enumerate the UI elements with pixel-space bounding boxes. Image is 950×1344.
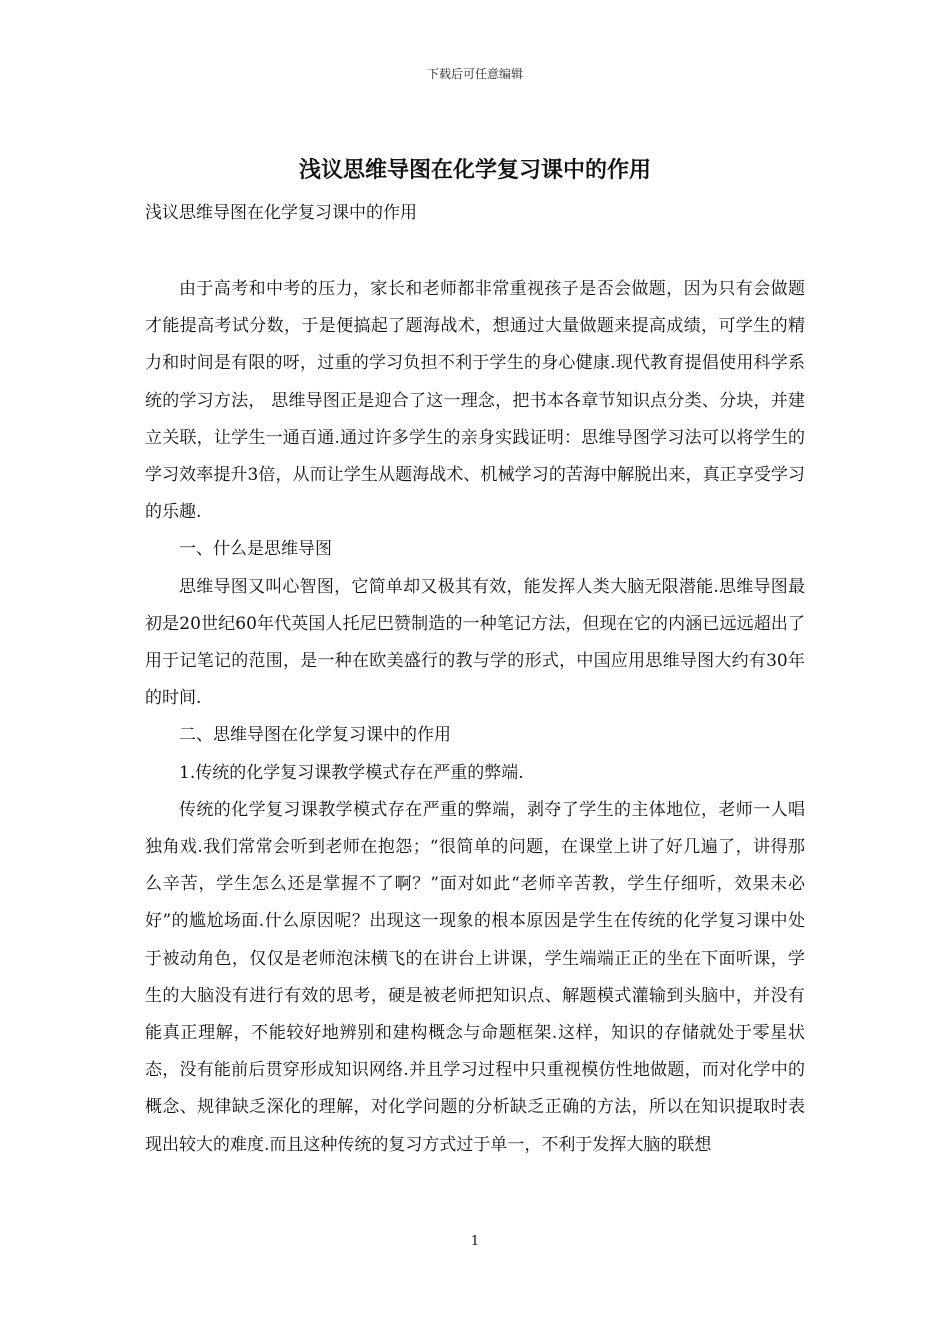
paragraph-intro: 由于高考和中考的压力，家长和老师都非常重视孩子是否会做题，因为只有会做题才能提高考试分数，于是便搞起了题海战术，想通过大量做题来提高成绩，可学生的精力和时间是有限的呀，过重的学习负担不利于学生的身心健康.现代教育提倡使用科学系统的学习方法， 思维导图正是迎合了这一理念，把书本各章节知识点分类、分块，并建立关联，让学生一通百通.通过许多学生的亲身实践证明：思维导图学习法可以将学生的学习效率提升3倍，从而让学生从题海战术、机械学习的苦海中解脱出来，真正享受学习的乐趣.: [145, 279, 805, 523]
document-title: 浅议思维导图在化学复习课中的作用: [298, 157, 651, 183]
document-subtitle: 浅议思维导图在化学复习课中的作用: [145, 203, 417, 223]
section-heading-1: 一、什么是思维导图: [179, 539, 332, 560]
section-heading-2: 二、思维导图在化学复习课中的作用: [179, 725, 451, 746]
page-header-note: 下载后可任意编辑: [426, 67, 523, 81]
paragraph-traditional-review: 传统的化学复习课教学模式存在严重的弊端，剥夺了学生的主体地位，老师一人唱独角戏.我们常常会听到老师在抱怨；“很简单的问题，在课堂上讲了好几遍了，讲得那么辛苦，学生怎么还是掌握不了啊？”面对如此“老师辛苦教，学生仔细听，效果未必好”的尴尬场面.什么原因呢？出现这一现象的根本原因是学生在传统的化学复习课中处于被动角色，仅仅是老师泡沫横飞的在讲台上讲课，学生端端正正的坐在下面听课，学生的大脑没有进行有效的思考，硬是被老师把知识点、解题模式灌输到头脑中，并没有能真正理解，不能较好地辨别和建构概念与命题框架.这样，知识的存储就处于零星状态，没有能前后贯穿形成知识网络.并且学习过程中只重视模仿性地做题，而对化学中的概念、规律缺乏深化的理解，对化学问题的分析缺乏正确的方法，所以在知识提取时表现出较大的难度.而且这种传统的复习方式过于单一，不利于发挥大脑的联想: [145, 799, 805, 1155]
paragraph-definition: 思维导图又叫心智图，它简单却又极其有效，能发挥人类大脑无限潜能.思维导图最初是20世纪60年代英国人托尼巴赞制造的一种笔记方法，但现在它的内涵已远远超出了用于记笔记的范围，是一种在欧美盛行的教与学的形式，中国应用思维导图大约有30年的时间.: [145, 576, 805, 709]
subsection-heading-1: 1.传统的化学复习课教学模式存在严重的弊端.: [179, 762, 524, 783]
page-number: 1: [470, 1234, 480, 1249]
document-body: [145, 271, 805, 1164]
